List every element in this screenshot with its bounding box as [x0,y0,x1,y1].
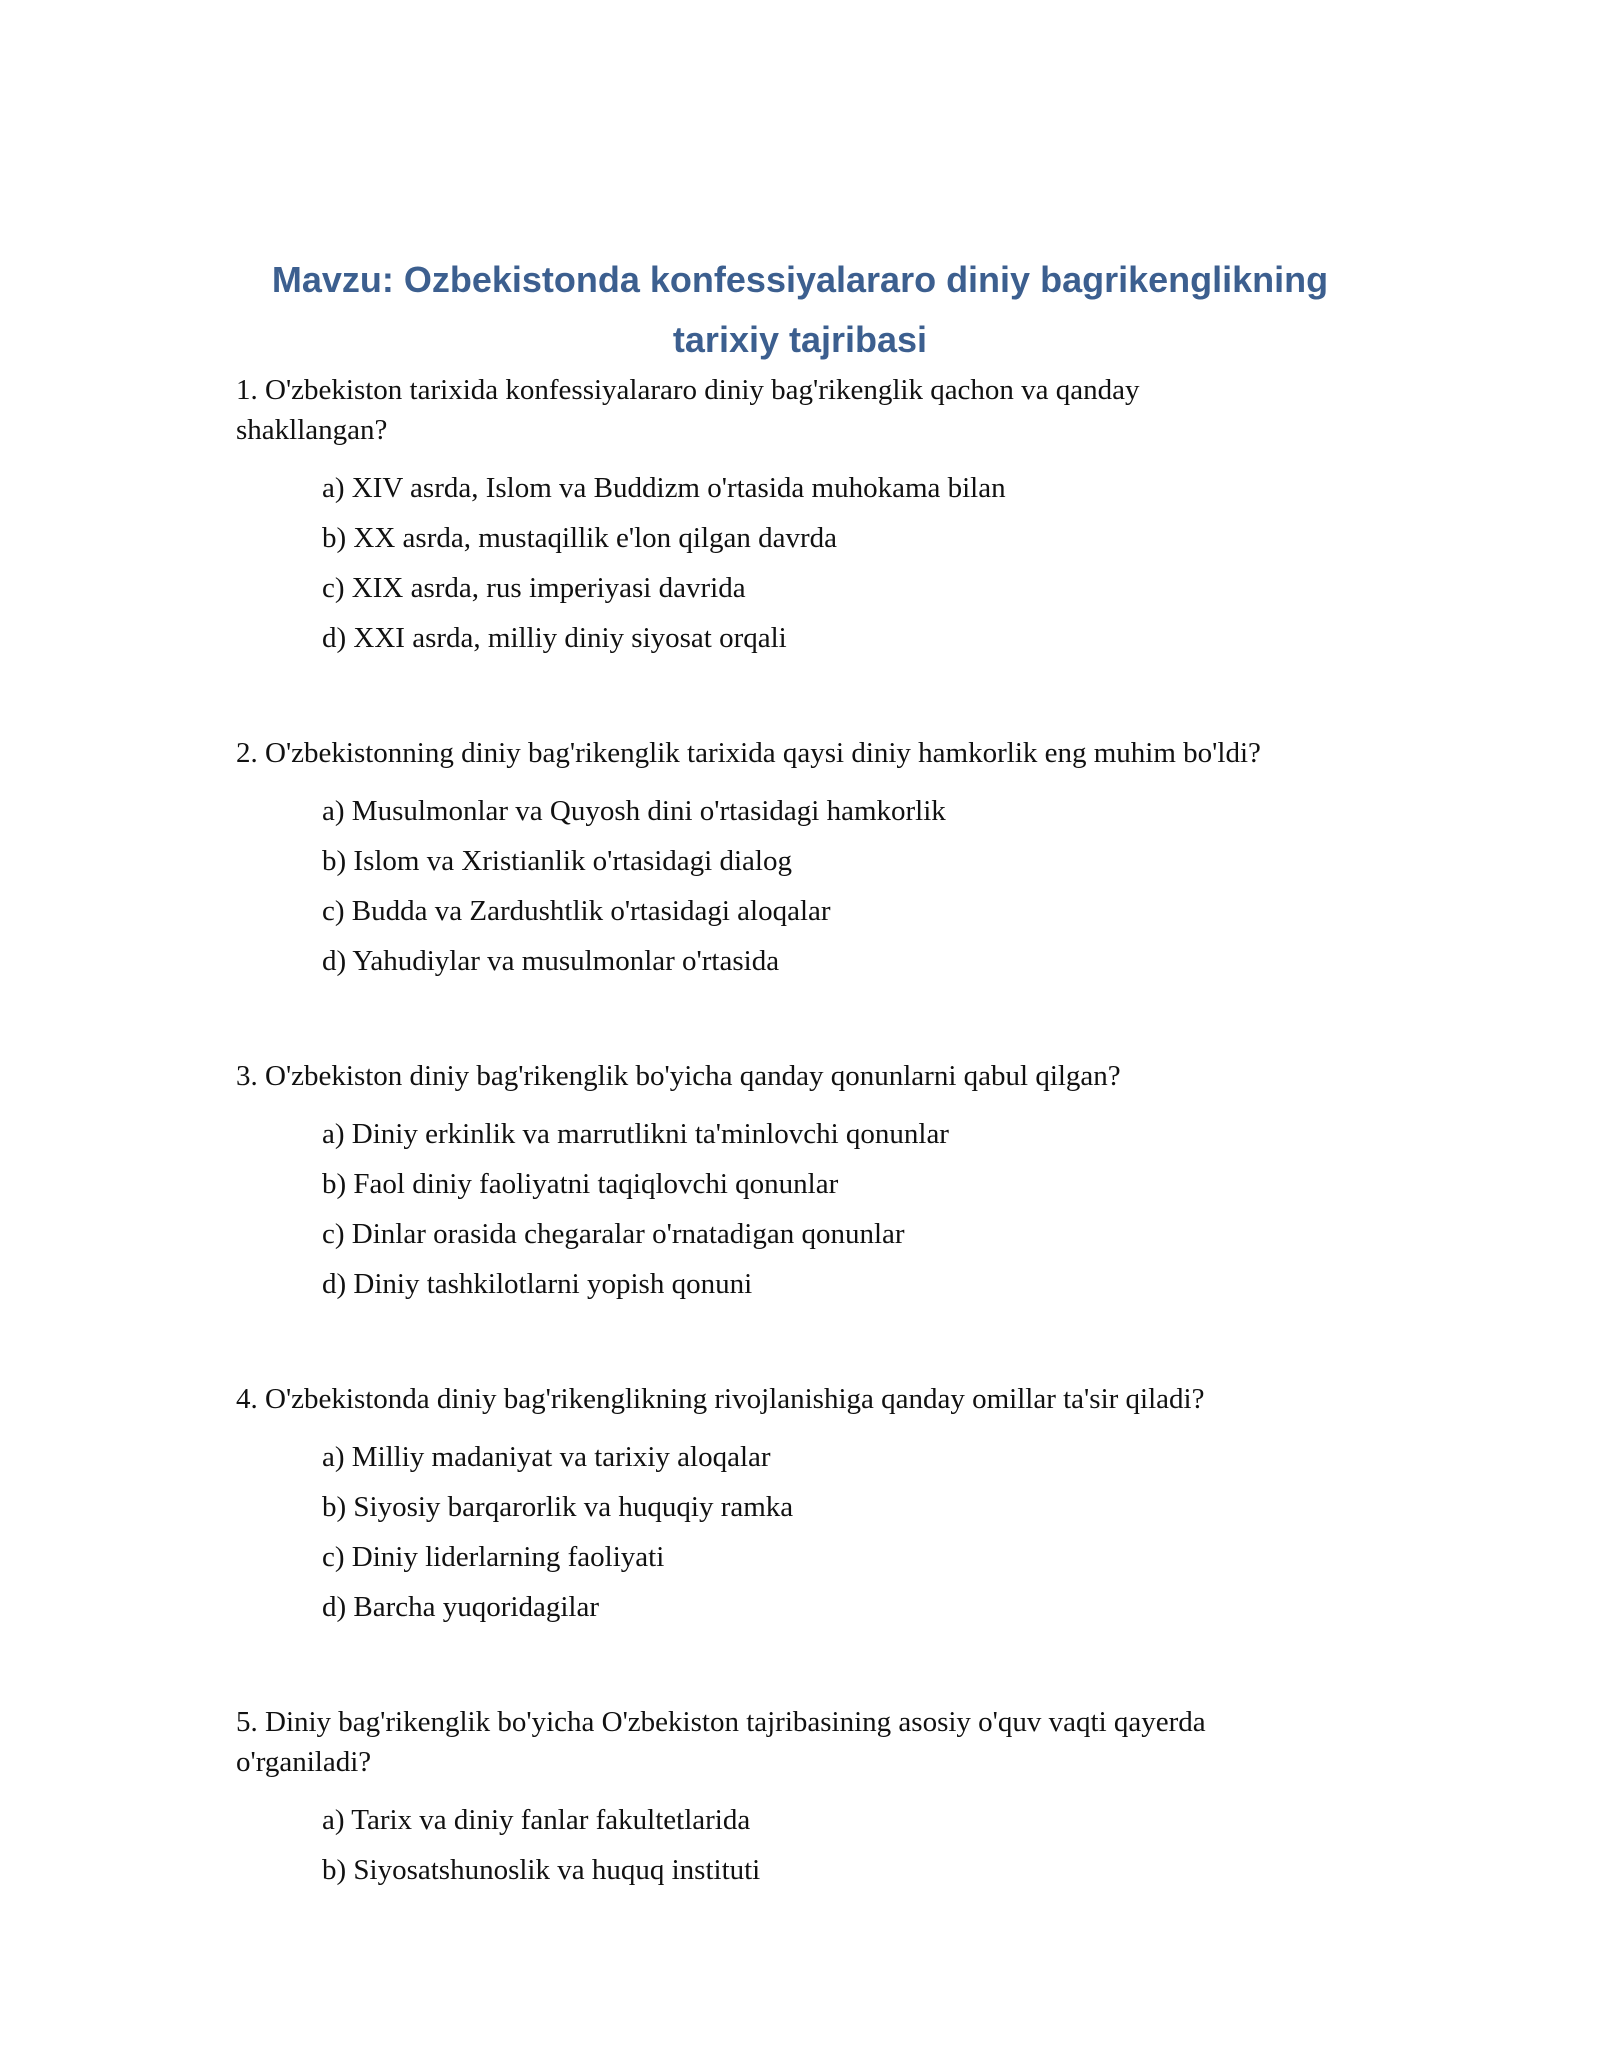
question-3: 3. O'zbekiston diniy bag'rikenglik bo'yicha qanday qonunlarni qabul qilgan? [236,1060,1121,1092]
option-4c: c) Diniy liderlarning faoliyati [322,1541,665,1573]
title-line-1: Mavzu: Ozbekistonda konfessiyalararo diniy bagrikenglikning [271,259,1329,300]
title-line-2: tarixiy tajribasi [672,319,928,360]
option-4b: b) Siyosiy barqarorlik va huquqiy ramka [322,1491,794,1523]
option-2b: b) Islom va Xristianlik o'rtasidagi dialog [322,845,792,877]
question-5: 5. Diniy bag'rikenglik bo'yicha O'zbekiston tajribasining asosiy o'quv vaqti qayerda o'rganiladi? [236,1706,1206,1778]
question-4: 4. O'zbekistonda diniy bag'rikenglikning rivojlanishiga qanday omillar ta'sir qiladi? [236,1383,1205,1415]
option-1a: a) XIV asrda, Islom va Buddizm o'rtasida muhokama bilan [322,472,1006,504]
question-1-options [322,463,1322,663]
option-2a: a) Musulmonlar va Quyosh dini o'rtasidagi hamkorlik [322,795,946,827]
document-title [200,250,1400,370]
option-2c: c) Budda va Zardushtlik o'rtasidagi aloqalar [322,895,831,927]
option-1b: b) XX asrda, mustaqillik e'lon qilgan davrda [322,522,838,554]
option-4a: a) Milliy madaniyat va tarixiy aloqalar [322,1441,771,1473]
option-3d: d) Diniy tashkilotlarni yopish qonuni [322,1268,753,1300]
option-1d: d) XXI asrda, milliy diniy siyosat orqali [322,622,787,654]
question-2: 2. O'zbekistonning diniy bag'rikenglik tarixida qaysi diniy hamkorlik eng muhim bo'ldi? [236,737,1261,769]
question-4-options [322,1432,1322,1632]
question-3-options [322,1109,1322,1309]
question-5-options [322,1795,1322,1895]
option-4d: d) Barcha yuqoridagilar [322,1591,600,1623]
option-1c: c) XIX asrda, rus imperiyasi davrida [322,572,746,604]
question-2-options [322,786,1322,986]
option-5b: b) Siyosatshunoslik va huquq instituti [322,1854,761,1886]
option-3c: c) Dinlar orasida chegaralar o'rnatadigan qonunlar [322,1218,905,1250]
question-1: 1. O'zbekiston tarixida konfessiyalararo diniy bag'rikenglik qachon va qanday shakllangan? [236,374,1140,446]
option-3a: a) Diniy erkinlik va marrutlikni ta'minlovchi qonunlar [322,1118,949,1150]
option-5a: a) Tarix va diniy fanlar fakultetlarida [322,1804,751,1836]
option-3b: b) Faol diniy faoliyatni taqiqlovchi qonunlar [322,1168,839,1200]
option-2d: d) Yahudiylar va musulmonlar o'rtasida [322,945,780,977]
